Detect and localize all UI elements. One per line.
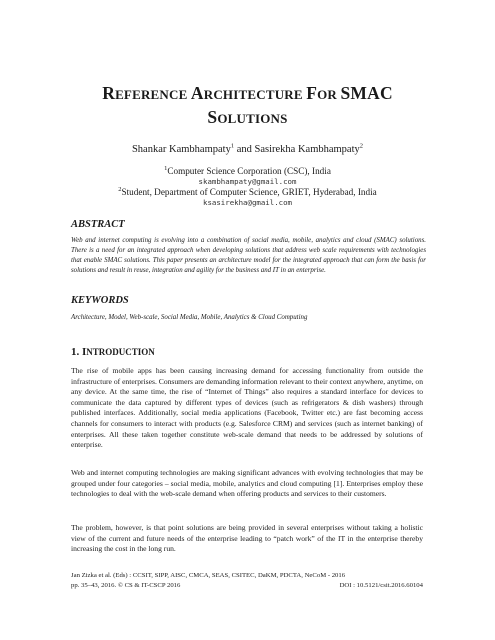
footer-pages-copyright: pp. 35–43, 2016. © CS & IT-CSCP 2016 bbox=[71, 581, 181, 589]
intro-paragraph-2: Web and internet computing technologies are making significant advances with evolving technologies that may be grouped under four categories – social media, mobile, analytics and cloud computing [1]. Enterprises employ these technologies to deal with the web-scale demand when offering products and services to their customers. bbox=[71, 468, 423, 499]
author-superscript: 2 bbox=[359, 142, 364, 150]
author-name: Sasirekha Kambhampaty bbox=[254, 144, 360, 155]
author-name: Shankar Kambhampaty bbox=[131, 144, 231, 155]
abstract-body: Web and internet computing is evolving into a combination of social media, mobile, analytics and cloud (SMAC) solutions. There is a need for an integrated approach when developing solutions that address web scale requirements with technologies that enable SMAC solutions. This paper presents an architecture model for the integrated approach that can form the basis for solutions and result in reuse, integration and agility for the business and IT in an enterprise. bbox=[71, 237, 426, 274]
page-footer bbox=[71, 571, 423, 590]
footer-row bbox=[71, 581, 423, 591]
affiliation-text: Computer Science Corporation (CSC), India bbox=[167, 166, 331, 176]
affiliation-superscript: 1 bbox=[164, 164, 168, 172]
title-line-1: REFERENCE ARCHITECTURE FOR SMAC bbox=[102, 83, 393, 103]
title-line-2: SOLUTIONS bbox=[207, 107, 288, 127]
abstract-heading: ABSTRACT bbox=[71, 219, 125, 230]
affiliation-2 bbox=[40, 187, 455, 198]
author-superscript: 1 bbox=[230, 142, 235, 150]
keywords-body: Architecture, Model, Web-scale, Social Media, Mobile, Analytics & Cloud Computing bbox=[71, 314, 308, 321]
author-list bbox=[40, 144, 455, 155]
section-heading-introduction: 1. INTRODUCTION bbox=[71, 346, 155, 358]
intro-paragraph-3: The problem, however, is that point solutions are being provided in several enterprises without taking a holistic view of the current and future needs of the enterprise leading to “patch work” of the IT in the enterprise thereby increasing the cost in the long run. bbox=[71, 523, 423, 554]
affiliation-text: Student, Department of Computer Science, GRIET, Hyderabad, India bbox=[121, 187, 377, 197]
author-conjunction: and bbox=[234, 144, 255, 155]
keywords-heading: KEYWORDS bbox=[71, 295, 129, 306]
footer-doi: DOI : 10.5121/csit.2016.60104 bbox=[339, 581, 423, 589]
affiliation-1 bbox=[40, 166, 455, 177]
intro-paragraph-1: The rise of mobile apps has been causing increasing demand for accessing functionality from outside the infrastructure of enterprises. Consumers are demanding information relevant to their context anywhere, anytime, on any device. At the same time, the rise of “Internet of Things” also requires a standard interface for devices to communicate the data captured by different types of devices (such as refrigerators & dish washers) through published interfaces. Additionally, social media applications (Facebook, Twitter etc.) are fast becoming access channels for consumers to interact with products (e.g. Salesforce CRM) and services (such as internet banking) of enterprises. All these taken together constitute web-scale demand that needs to be addressed by solutions of enterprise. bbox=[71, 366, 423, 450]
author-email-1: skambhampaty@gmail.com bbox=[198, 177, 297, 186]
footer-proceedings: Jan Zizka et al. (Eds) : CCSIT, SIPP, AISC, CMCA, SEAS, CSITEC, DaKM, PDCTA, NeCoM - 2016 bbox=[71, 572, 346, 579]
affiliation-superscript: 2 bbox=[118, 185, 122, 193]
author-email-2: ksasirekha@gmail.com bbox=[203, 198, 292, 207]
paper-title bbox=[40, 82, 455, 130]
